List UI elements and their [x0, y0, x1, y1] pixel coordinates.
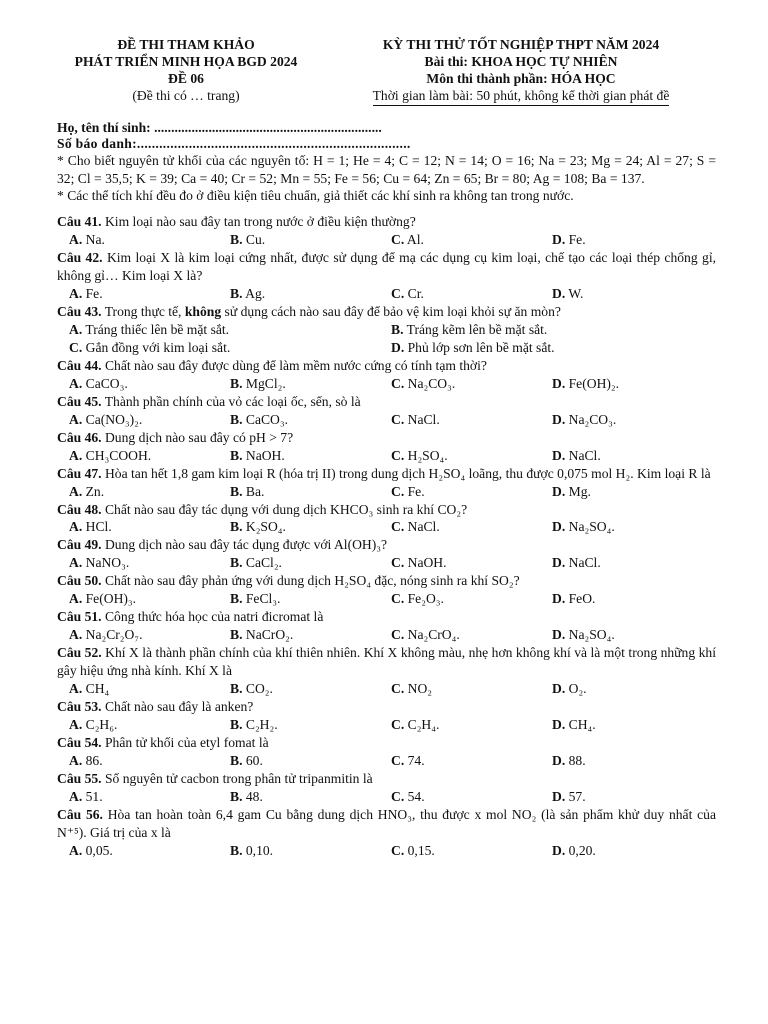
answer-option	[230, 590, 391, 608]
option-text: O₂.	[568, 681, 587, 696]
answer-option	[552, 231, 713, 249]
answer-option	[69, 788, 230, 806]
option-text: Na₂SO₄.	[568, 627, 615, 643]
question-number: Câu 53.	[57, 699, 102, 714]
answer-options	[57, 483, 716, 501]
option-letter: A.	[69, 842, 83, 858]
option-letter: B.	[230, 627, 243, 643]
answer-option	[230, 447, 391, 465]
question	[57, 213, 716, 231]
answer-option	[230, 483, 391, 501]
answer-option	[391, 554, 552, 572]
option-text: C₂H₄.	[407, 716, 440, 732]
question	[57, 465, 716, 483]
option-letter: D.	[552, 447, 566, 463]
answer-option	[391, 590, 552, 608]
option-text: Al.	[406, 232, 424, 248]
option-letter: C.	[391, 627, 405, 643]
question	[57, 501, 716, 519]
option-letter: C.	[391, 447, 405, 463]
option-letter: C.	[391, 555, 405, 571]
option-letter: C.	[391, 716, 405, 732]
question-number: Câu 50.	[57, 573, 102, 589]
option-letter: B.	[230, 286, 243, 302]
option-text: FeO.	[568, 591, 596, 607]
option-text: CH₃COOH.	[85, 447, 152, 463]
question-number: Câu 42.	[57, 250, 103, 266]
option-letter: A.	[69, 286, 83, 302]
option-letter: B.	[230, 411, 243, 427]
answer-option	[230, 752, 391, 770]
option-letter: D.	[552, 519, 566, 535]
answer-options	[57, 375, 716, 393]
option-text: Na₂CrO₄.	[407, 627, 460, 643]
question-list	[57, 213, 716, 859]
option-text: FeCl₃.	[245, 591, 281, 607]
header-right	[326, 36, 716, 106]
answer-option	[230, 554, 391, 572]
option-letter: B.	[230, 519, 243, 535]
question	[57, 806, 716, 842]
answer-option	[230, 285, 391, 303]
answer-option	[552, 447, 713, 465]
option-text: Fe.	[85, 286, 103, 302]
option-letter: C.	[391, 286, 405, 302]
exam-code: ĐỀ 06	[168, 71, 204, 86]
option-text: Fe.	[568, 232, 586, 248]
option-letter: C.	[391, 788, 405, 804]
option-letter: B.	[230, 483, 243, 499]
question	[57, 357, 716, 375]
option-text: CaCO₃.	[85, 375, 128, 391]
option-letter: D.	[552, 232, 566, 248]
question-text: Phân tử khối của etyl fomat là	[104, 734, 269, 750]
option-letter: A.	[69, 591, 83, 607]
answer-option	[69, 842, 230, 860]
question-number: Câu 55.	[57, 770, 102, 786]
option-letter: B.	[230, 447, 243, 463]
option-letter: A.	[69, 447, 83, 463]
answer-options	[57, 231, 716, 249]
option-text: Ba.	[245, 483, 265, 499]
option-text: Phủ lớp sơn lên bề mặt sắt.	[407, 339, 555, 355]
answer-option	[230, 680, 391, 698]
answer-options	[57, 321, 716, 339]
answer-option	[69, 626, 230, 644]
option-letter: C.	[391, 232, 405, 248]
option-text: Fe.	[407, 483, 425, 499]
option-text: 0,15.	[407, 842, 435, 858]
option-text: Ag.	[245, 286, 266, 302]
option-text: CH₄.	[568, 716, 596, 732]
option-letter: B.	[230, 681, 243, 696]
answer-option	[230, 411, 391, 429]
option-text: Zn.	[85, 483, 105, 499]
question-number: Câu 52.	[57, 645, 102, 661]
option-text: NaOH.	[407, 555, 447, 571]
option-text: 0,05.	[85, 842, 113, 858]
exam-type: ĐỀ THI THAM KHẢO	[117, 37, 255, 52]
answer-option	[391, 483, 552, 501]
answer-option	[552, 788, 713, 806]
answer-option	[69, 680, 230, 698]
option-letter: B.	[230, 232, 243, 248]
option-letter: C.	[391, 483, 405, 499]
answer-option	[391, 321, 713, 339]
option-letter: C.	[391, 519, 405, 535]
exam-subject-group: Bài thi: KHOA HỌC TỰ NHIÊN	[424, 54, 618, 69]
answer-option	[552, 716, 713, 734]
question-text: Kim loại X là kim loại cứng nhất, được sử dụng để mạ các dụng cụ kim loại, chế tạo các loại thép chống gỉ, không gỉ… Kim loại X là?	[57, 250, 716, 284]
answer-option	[552, 680, 713, 698]
atomic-mass-note: * Cho biết nguyên tử khối của các nguyên tố: H = 1; He = 4; C = 12; N = 14; O = 16; Na = 23; Mg = 24; Al = 27; S = 32; Cl = 35,5; K = 39; Ca = 40; Cr = 52; Mn = 55; Fe = 56; Cu = 64; Zn = 65; Br = 80; Ag = 108; Ba = 137.	[57, 152, 716, 186]
answer-options	[57, 411, 716, 429]
option-text: NaOH.	[245, 447, 285, 463]
answer-option	[552, 752, 713, 770]
answer-options	[57, 554, 716, 572]
option-text: MgCl₂.	[245, 375, 286, 391]
answer-options	[57, 788, 716, 806]
answer-option	[69, 285, 230, 303]
answer-option	[552, 590, 713, 608]
option-letter: D.	[552, 555, 566, 571]
exam-series: PHÁT TRIỂN MINH HỌA BGD 2024	[74, 54, 298, 69]
answer-option	[391, 788, 552, 806]
name-label: Họ, tên thí sinh:	[57, 120, 151, 135]
option-letter: B.	[230, 752, 243, 768]
option-letter: A.	[69, 681, 83, 696]
option-letter: D.	[552, 411, 566, 427]
answer-options	[57, 590, 716, 608]
option-text: 74.	[407, 752, 425, 768]
option-text: Gắn đồng với kim loại sắt.	[85, 339, 231, 355]
answer-option	[552, 518, 713, 536]
option-letter: A.	[69, 627, 83, 643]
option-text: Tráng thiếc lên bề mặt sắt.	[85, 321, 230, 337]
option-text: CaCl₂.	[245, 555, 282, 571]
answer-option	[391, 842, 552, 860]
option-text: 0,20.	[568, 842, 596, 858]
question-text: Chất nào sau đây tác dụng với dung dịch KHCO₃ sinh ra khí CO₂?	[104, 501, 468, 517]
question-number: Câu 49.	[57, 537, 102, 553]
option-letter: B.	[391, 321, 404, 337]
option-text: Na₂CO₃.	[568, 411, 617, 427]
option-letter: D.	[552, 483, 566, 499]
option-text: C₂H₂.	[245, 716, 278, 732]
option-letter: C.	[391, 375, 405, 391]
answer-option	[552, 483, 713, 501]
option-letter: B.	[230, 788, 243, 804]
answer-option	[391, 680, 552, 698]
option-text: Na₂CO₃.	[407, 375, 456, 391]
option-letter: D.	[552, 627, 566, 643]
option-text: 54.	[407, 788, 425, 804]
question-number: Câu 43.	[57, 304, 102, 320]
option-letter: A.	[69, 232, 83, 248]
question	[57, 608, 716, 626]
option-text: CH₄	[85, 681, 110, 696]
question-text: Khí X là thành phần chính của khí thiên nhiên. Khí X không màu, nhẹ hơn không khí và là một trong những khí gây hiệu ứng nhà kính. Khí X là	[57, 645, 716, 679]
question	[57, 429, 716, 447]
answer-option	[552, 375, 713, 393]
option-letter: C.	[69, 339, 83, 355]
answer-option	[391, 375, 552, 393]
option-text: Na₂SO₄.	[568, 519, 615, 535]
option-text: K₂SO₄.	[245, 519, 286, 535]
option-text: NaCl.	[407, 519, 440, 535]
exam-duration: Thời gian làm bài: 50 phút, không kể thời gian phát đề	[373, 87, 670, 106]
option-letter: C.	[391, 411, 405, 427]
question	[57, 572, 716, 590]
exam-subject: Môn thi thành phần: HÓA HỌC	[426, 71, 616, 86]
answer-option	[230, 788, 391, 806]
option-text: CO₂.	[245, 681, 273, 696]
answer-option	[391, 626, 552, 644]
answer-options	[57, 752, 716, 770]
question-number: Câu 44.	[57, 357, 102, 373]
option-text: H₂SO₄.	[407, 447, 448, 463]
exam-title: KỲ THI THỬ TỐT NGHIỆP THPT NĂM 2024	[382, 37, 660, 52]
option-letter: D.	[552, 591, 566, 607]
answer-option	[552, 554, 713, 572]
option-letter: C.	[391, 681, 405, 696]
option-text: Fe₂O₃.	[407, 591, 444, 607]
answer-option	[391, 231, 552, 249]
question-number: Câu 47.	[57, 465, 102, 481]
question-text: Dung dịch nào sau đây có pH > 7?	[104, 429, 294, 445]
answer-option	[391, 716, 552, 734]
option-letter: C.	[391, 752, 405, 768]
question-text: Trong thực tế,	[104, 304, 185, 320]
question-emphasis: không	[184, 304, 222, 320]
question-text: Dung dịch nào sau đây tác dụng được với Al(OH)₃?	[104, 537, 388, 553]
option-text: C₂H₆.	[85, 716, 118, 732]
option-text: NaCrO₂.	[245, 627, 294, 643]
answer-options	[57, 716, 716, 734]
option-letter: A.	[69, 375, 83, 391]
question	[57, 734, 716, 752]
option-text: NO₂	[407, 681, 432, 696]
answer-options	[57, 285, 716, 303]
question-number: Câu 48.	[57, 501, 102, 517]
answer-options	[57, 680, 716, 698]
header-left	[57, 36, 315, 106]
option-text: Fe(OH)₂.	[568, 375, 620, 391]
option-letter: A.	[69, 788, 83, 804]
gas-note: * Các thể tích khí đều đo ở điều kiện tiêu chuẩn, giả thiết các khí sinh ra không tan trong nước.	[57, 188, 574, 204]
answer-options	[57, 339, 716, 357]
candidate-info	[57, 120, 716, 205]
option-letter: D.	[552, 752, 566, 768]
question	[57, 698, 716, 716]
option-letter: D.	[552, 286, 566, 302]
question-text: Hòa tan hoàn toàn 6,4 gam Cu bằng dung dịch HNO₃, thu được x mol NO₂ (là sản phẩm khử duy nhất của N⁺⁵). Giá trị của x là	[57, 806, 716, 840]
option-letter: C.	[391, 591, 405, 607]
question-text: Chất nào sau đây phản ứng với dung dịch H₂SO₄ đặc, nóng sinh ra khí SO₂?	[104, 573, 520, 589]
option-letter: B.	[230, 375, 243, 391]
option-text: HCl.	[85, 519, 112, 535]
option-letter: A.	[69, 519, 83, 535]
answer-option	[69, 483, 230, 501]
option-letter: A.	[69, 411, 83, 427]
option-text: Mg.	[568, 483, 591, 499]
sbd-label: Số báo danh:	[57, 135, 137, 151]
option-text: NaNO₃.	[85, 555, 130, 571]
option-text: Ca(NO₃)₂.	[85, 411, 143, 427]
question-text: Kim loại nào sau đây tan trong nước ở điều kiện thường?	[104, 214, 416, 230]
option-letter: D.	[552, 375, 566, 391]
answer-option	[230, 626, 391, 644]
answer-option	[69, 321, 391, 339]
answer-option	[391, 339, 713, 357]
option-text: 48.	[245, 788, 263, 804]
answer-option	[69, 518, 230, 536]
option-letter: A.	[69, 321, 83, 337]
answer-option	[230, 518, 391, 536]
question	[57, 644, 716, 680]
option-letter: B.	[230, 842, 243, 858]
option-letter: A.	[69, 716, 83, 732]
option-text: Cu.	[245, 232, 266, 248]
option-letter: B.	[230, 591, 243, 607]
sbd-blank: ..........................................................................	[136, 135, 411, 151]
option-letter: D.	[552, 681, 566, 696]
answer-option	[69, 752, 230, 770]
option-text: Na.	[85, 232, 105, 248]
option-text: Na₂Cr₂O₇.	[85, 627, 143, 643]
option-text: 86.	[85, 752, 103, 768]
answer-option	[230, 231, 391, 249]
answer-option	[69, 339, 391, 357]
exam-header	[57, 36, 716, 106]
answer-option	[552, 285, 713, 303]
option-text: 0,10.	[245, 842, 274, 858]
option-text: Fe(OH)₃.	[85, 591, 137, 607]
answer-option	[69, 554, 230, 572]
question	[57, 249, 716, 285]
answer-option	[391, 518, 552, 536]
question-text: Hòa tan hết 1,8 gam kim loại R (hóa trị II) trong dung dịch H₂SO₄ loãng, thu được 0,075 mol H₂. Kim loại R là	[104, 465, 711, 481]
answer-options	[57, 518, 716, 536]
option-letter: A.	[69, 555, 83, 571]
answer-option	[552, 842, 713, 860]
answer-option	[69, 375, 230, 393]
option-text: Tráng kẽm lên bề mặt sắt.	[406, 321, 548, 337]
answer-option	[69, 716, 230, 734]
option-letter: D.	[552, 788, 566, 804]
question-text: Thành phần chính của vỏ các loại ốc, sến, sò là	[104, 393, 361, 409]
question-text: Công thức hóa học của natri đicromat là	[104, 609, 324, 625]
answer-option	[69, 590, 230, 608]
option-letter: A.	[69, 483, 83, 499]
option-text: W.	[568, 286, 584, 302]
option-text: NaCl.	[568, 555, 601, 571]
answer-option	[69, 411, 230, 429]
answer-option	[69, 231, 230, 249]
question	[57, 770, 716, 788]
option-text: CaCO₃.	[245, 411, 288, 427]
question	[57, 536, 716, 554]
option-letter: A.	[69, 752, 83, 768]
answer-option	[230, 842, 391, 860]
page-count-note: (Đề thi có … trang)	[132, 88, 240, 103]
question-number: Câu 45.	[57, 393, 102, 409]
name-blank: ...................................................................	[150, 120, 382, 135]
option-text: 88.	[568, 752, 586, 768]
option-text: NaCl.	[568, 447, 601, 463]
question	[57, 393, 716, 411]
option-letter: B.	[230, 555, 243, 571]
answer-option	[391, 285, 552, 303]
answer-option	[552, 626, 713, 644]
answer-option	[391, 447, 552, 465]
question-number: Câu 46.	[57, 429, 102, 445]
answer-option	[69, 447, 230, 465]
option-text: 60.	[245, 752, 263, 768]
question-number: Câu 56.	[57, 806, 103, 822]
option-letter: B.	[230, 716, 243, 732]
option-text: NaCl.	[407, 411, 440, 427]
answer-options	[57, 626, 716, 644]
option-text: 51.	[85, 788, 103, 804]
answer-option	[552, 411, 713, 429]
question-text: sử dụng cách nào sau đây để bảo vệ kim loại khỏi sự ăn mòn?	[221, 304, 561, 320]
option-letter: D.	[552, 716, 566, 732]
question-number: Câu 51.	[57, 609, 102, 625]
option-text: Cr.	[407, 286, 424, 302]
question-text: Số nguyên tử cacbon trong phân tử tripanmitin là	[104, 770, 373, 786]
option-text: 57.	[568, 788, 586, 804]
option-letter: C.	[391, 842, 405, 858]
question	[57, 303, 716, 321]
question-text: Chất nào sau đây được dùng để làm mềm nước cứng có tính tạm thời?	[104, 357, 487, 373]
answer-option	[230, 375, 391, 393]
answer-options	[57, 842, 716, 860]
question-number: Câu 41.	[57, 214, 102, 230]
question-text: Chất nào sau đây là anken?	[104, 699, 254, 714]
option-letter: D.	[391, 339, 405, 355]
option-letter: D.	[552, 842, 566, 858]
answer-options	[57, 447, 716, 465]
question-number: Câu 54.	[57, 734, 102, 750]
answer-option	[391, 411, 552, 429]
answer-option	[391, 752, 552, 770]
answer-option	[230, 716, 391, 734]
